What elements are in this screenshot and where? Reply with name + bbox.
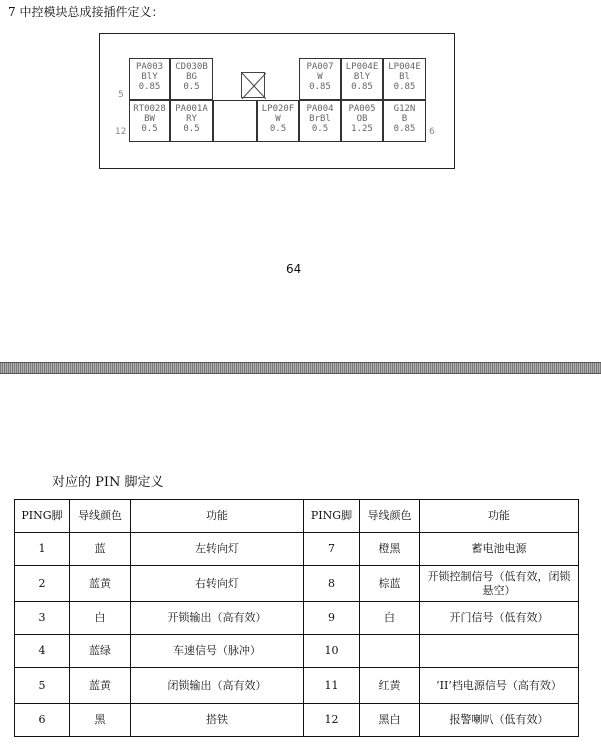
cell-pin: 3 (15, 602, 70, 635)
table-row (15, 566, 579, 602)
pin-code: RT0028 (133, 104, 166, 114)
connector-pin-empty (213, 100, 257, 142)
pin-wire-color: BlY (353, 72, 371, 82)
pin-wire-size: 0.5 (311, 124, 329, 134)
page-number: 64 (286, 262, 302, 276)
cell-wire-color (360, 635, 420, 668)
pin-code: PA004 (306, 104, 334, 114)
pin-wire-size: 0.85 (138, 82, 161, 92)
table-row (15, 668, 579, 704)
connector-pin (257, 100, 299, 142)
pin-wire-color: BW (144, 114, 155, 124)
pin-wire-color: BG (186, 72, 197, 82)
cell-function: 开锁控制信号（低有效，闭锁悬空） (420, 566, 579, 602)
table-title: 对应的 PIN 脚定义 (52, 475, 164, 490)
connector-pin (129, 100, 170, 142)
pin-wire-color: RY (186, 114, 197, 124)
cell-wire-color: 蓝 (70, 533, 131, 566)
connector-pin (299, 100, 341, 142)
connector-pin (383, 100, 426, 142)
table-row (15, 602, 579, 635)
connector-pin (341, 58, 383, 100)
cell-pin: 2 (15, 566, 70, 602)
page-separator (0, 362, 601, 374)
table-row (15, 635, 579, 668)
header-function: 功能 (131, 500, 304, 533)
cell-function: 闭锁输出（高有效） (131, 668, 304, 704)
pin-code: PA001A (175, 104, 208, 114)
table-header-row (15, 500, 579, 533)
pin-wire-size: 0.5 (183, 82, 200, 92)
cell-wire-color: 黑 (70, 704, 131, 737)
cell-function: ‘II’档电源信号（高有效） (420, 668, 579, 704)
cell-function: 开锁输出（高有效） (131, 602, 304, 635)
connector-pin (170, 58, 213, 100)
connector-pin (129, 58, 170, 100)
cell-pin: 5 (15, 668, 70, 704)
connector-side-label: 12 (115, 127, 127, 137)
cell-wire-color: 棕蓝 (360, 566, 420, 602)
cell-pin: 1 (15, 533, 70, 566)
pin-code: PA003 (135, 62, 164, 72)
pin-code: CD030B (175, 62, 208, 72)
pin-wire-color: Bl (399, 72, 410, 82)
connector-side-label: 5 (118, 90, 124, 100)
cell-pin: 11 (304, 668, 360, 704)
pin-wire-size: 0.5 (183, 124, 200, 134)
pin-wire-color: W (275, 114, 281, 124)
pin-code: PA007 (306, 62, 334, 72)
pin-wire-size: 0.85 (309, 82, 331, 92)
cell-wire-color: 红黄 (360, 668, 420, 704)
pin-definition-table (14, 499, 579, 737)
cell-pin: 9 (304, 602, 360, 635)
connector-key-slot (241, 72, 265, 98)
pin-code: LP004E (345, 62, 379, 72)
pin-code: LP004E (388, 62, 421, 72)
header-pin: PING脚 (15, 500, 70, 533)
pin-wire-size: 0.85 (393, 124, 416, 134)
cell-wire-color: 蓝黄 (70, 566, 131, 602)
pin-wire-color: OB (356, 114, 368, 124)
section-heading: 7 中控模块总成接插件定义： (8, 5, 164, 19)
header-function: 功能 (420, 500, 579, 533)
cell-pin: 4 (15, 635, 70, 668)
pin-code: PA005 (348, 104, 376, 114)
cell-wire-color: 蓝黄 (70, 668, 131, 704)
header-wire-color: 导线颜色 (360, 500, 420, 533)
header-pin: PING脚 (304, 500, 360, 533)
pin-wire-color: BrBl (309, 114, 331, 124)
header-wire-color: 导线颜色 (70, 500, 131, 533)
connector-side-label: 6 (429, 127, 435, 137)
cell-wire-color: 白 (360, 602, 420, 635)
cell-wire-color: 蓝绿 (70, 635, 131, 668)
pin-wire-color: BlY (141, 72, 158, 82)
cell-function: 车速信号（脉冲） (131, 635, 304, 668)
cell-pin: 8 (304, 566, 360, 602)
pin-wire-color: B (401, 114, 408, 124)
pin-wire-color: W (317, 72, 323, 82)
connector-pin (341, 100, 383, 142)
cell-pin: 7 (304, 533, 360, 566)
cell-function: 搭铁 (131, 704, 304, 737)
cell-pin: 6 (15, 704, 70, 737)
cell-function: 报警喇叭（低有效） (420, 704, 579, 737)
cell-wire-color: 白 (70, 602, 131, 635)
cell-wire-color: 橙黑 (360, 533, 420, 566)
cell-function: 左转向灯 (131, 533, 304, 566)
pin-wire-size: 1.25 (351, 124, 373, 134)
connector-pin (299, 58, 341, 100)
pin-code: G12N (393, 104, 416, 114)
pin-code: LP020F (261, 104, 295, 114)
pin-wire-size: 0.5 (269, 124, 287, 134)
table-row (15, 533, 579, 566)
pin-wire-size: 0.85 (393, 82, 416, 92)
cell-function (420, 635, 579, 668)
cell-pin: 10 (304, 635, 360, 668)
table-row (15, 704, 579, 737)
cell-function: 右转向灯 (131, 566, 304, 602)
connector-pin (383, 58, 426, 100)
cell-function: 开门信号（低有效） (420, 602, 579, 635)
cell-pin: 12 (304, 704, 360, 737)
cell-function: 蓄电池电源 (420, 533, 579, 566)
cell-wire-color: 黑白 (360, 704, 420, 737)
cross-mark-icon (242, 73, 266, 99)
pin-wire-size: 0.5 (141, 124, 158, 134)
connector-pin (170, 100, 213, 142)
pin-wire-size: 0.85 (351, 82, 373, 92)
